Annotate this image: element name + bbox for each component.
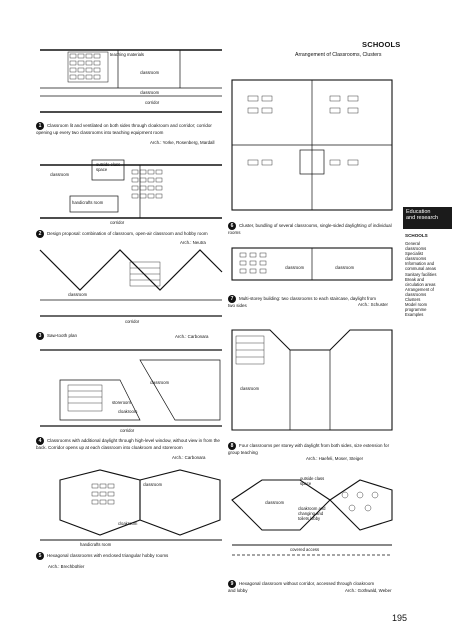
architect-credit: Arch.: Yorke, Rosenberg, Mardall <box>150 140 215 145</box>
plan-7 <box>232 248 392 280</box>
caption-2 <box>36 230 226 238</box>
figure-number: 6 <box>228 222 236 230</box>
caption-5 <box>36 552 226 560</box>
label-corridor: corridor <box>110 220 125 225</box>
architect-credit: Arch.: Carbonara <box>175 334 209 339</box>
label-classroom: classroom <box>143 482 163 487</box>
side-nav-item[interactable]: Clusters <box>405 297 421 303</box>
plan-1 <box>40 50 222 112</box>
caption-6 <box>228 222 403 236</box>
plan-4 <box>40 350 222 426</box>
figure-number: 8 <box>228 442 236 450</box>
side-nav-item[interactable]: Information and <box>405 261 435 267</box>
side-nav-item[interactable]: classrooms <box>405 291 427 297</box>
label-outside-class-space: outside class space <box>300 476 325 486</box>
section-tab-line1: Education <box>406 209 431 215</box>
side-nav-heading: SCHOOLS <box>405 233 428 238</box>
label-classroom: classroom <box>265 500 285 505</box>
label-covered-access: covered access <box>290 547 320 552</box>
page-number: 195 <box>392 613 408 623</box>
side-nav-item[interactable]: Model room <box>405 302 428 308</box>
caption-4 <box>36 437 226 451</box>
label-corridor: corridor <box>125 319 140 324</box>
caption-text: Cluster, bundling of several classrooms, single-sided daylighting of individual rooms <box>228 223 392 235</box>
side-nav-item[interactable]: circulation areas <box>405 281 436 287</box>
label-cloakroom: cloakroom <box>118 409 138 414</box>
architect-credit: Arch.: Brechbühler <box>48 564 85 569</box>
page-subtitle: Arrangement of Classrooms, Clusters <box>295 52 382 58</box>
label-storeroom: storeroom <box>112 400 131 405</box>
label-handicrafts-room: handicrafts room <box>72 200 104 205</box>
architect-credit: Arch.: Neutra <box>180 240 206 245</box>
side-nav-item[interactable]: Break and <box>405 276 425 282</box>
figure-number: 2 <box>36 230 44 238</box>
figure-number: 1 <box>36 122 44 130</box>
label-classroom: classroom <box>50 172 70 177</box>
caption-text: Four classrooms per storey with daylight from both sides, size extension for group teaching <box>228 443 390 455</box>
side-nav-item[interactable]: Specialist <box>405 251 423 257</box>
side-nav-item[interactable]: classrooms <box>405 246 427 252</box>
caption-text: Classroom lit and ventilated on both sides through cloakroom and corridor; corridor opening up every two classrooms into teaching equipment room <box>36 123 212 135</box>
figure-number: 5 <box>36 552 44 560</box>
side-nav-item[interactable]: programme <box>405 307 427 313</box>
figure-number: 3 <box>36 332 44 340</box>
caption-text: Multi-storey building: two classrooms to each staircase, daylight from two sides <box>228 296 377 308</box>
page-title: SCHOOLS <box>362 40 401 49</box>
label-classroom: classroom <box>285 265 305 270</box>
label-cloakroom: cloakroom <box>118 521 138 526</box>
section-tab-line2: and research <box>406 215 439 222</box>
side-nav-item[interactable]: Arrangement of <box>405 286 434 292</box>
label-cloakroom-lobby: cloakroom and changing and toilets lobby <box>298 506 326 521</box>
side-nav-item[interactable]: communal areas <box>405 266 436 272</box>
label-corridor: corridor <box>120 428 135 433</box>
architect-credit: Arch.: Schuster <box>358 302 389 307</box>
caption-text: Classrooms with additional daylight through high-level window, without view in from the back. Corridor opens up at each classroom into cloakroom and storeroom <box>36 438 220 450</box>
caption-text: Hexagonal classrooms with enclosed triangular hobby rooms <box>47 553 169 559</box>
plan-6 <box>232 80 392 210</box>
caption-8 <box>228 442 398 456</box>
architect-credit: Arch.: Haefeli, Moser, Steiger <box>306 456 364 461</box>
label-classroom: classroom <box>150 380 170 385</box>
label-outside-class-space: outside class space <box>96 162 121 172</box>
figure-number: 4 <box>36 437 44 445</box>
architect-credit: Arch.: Gothwald, Weber <box>345 588 392 593</box>
label-classroom: classroom <box>240 386 260 391</box>
label-classroom: classroom <box>140 70 160 75</box>
caption-7 <box>228 295 378 309</box>
architect-credit: Arch.: Carbonara <box>172 455 206 460</box>
plan-2 <box>40 160 222 218</box>
figure-number: 7 <box>228 295 236 303</box>
label-classroom: classroom <box>335 265 355 270</box>
label-teaching-materials: teaching materials <box>110 52 144 57</box>
label-corridor: corridor <box>145 100 160 105</box>
side-nav-item[interactable]: General <box>405 241 420 246</box>
label-handicrafts-room: handicrafts room <box>80 542 112 547</box>
plan-8 <box>232 330 392 430</box>
caption-text: Hexagonal classroom without corridor, accessed through cloakroom and lobby <box>228 581 375 593</box>
plan-3 <box>40 250 222 316</box>
side-nav-item[interactable]: classrooms <box>405 256 427 262</box>
caption-text: Design proposal: combination of classroom, open-air classroom and hobby room <box>47 231 208 237</box>
plan-5 <box>40 470 222 540</box>
label-classroom: classroom <box>140 90 160 95</box>
label-classroom: classroom <box>68 292 88 297</box>
caption-1 <box>36 122 226 136</box>
side-nav-item[interactable]: Sanitary facilities <box>405 271 437 277</box>
figure-number: 9 <box>228 580 236 588</box>
caption-text: Saw-tooth plan <box>47 333 78 339</box>
side-nav-item[interactable]: Examples <box>405 312 424 318</box>
